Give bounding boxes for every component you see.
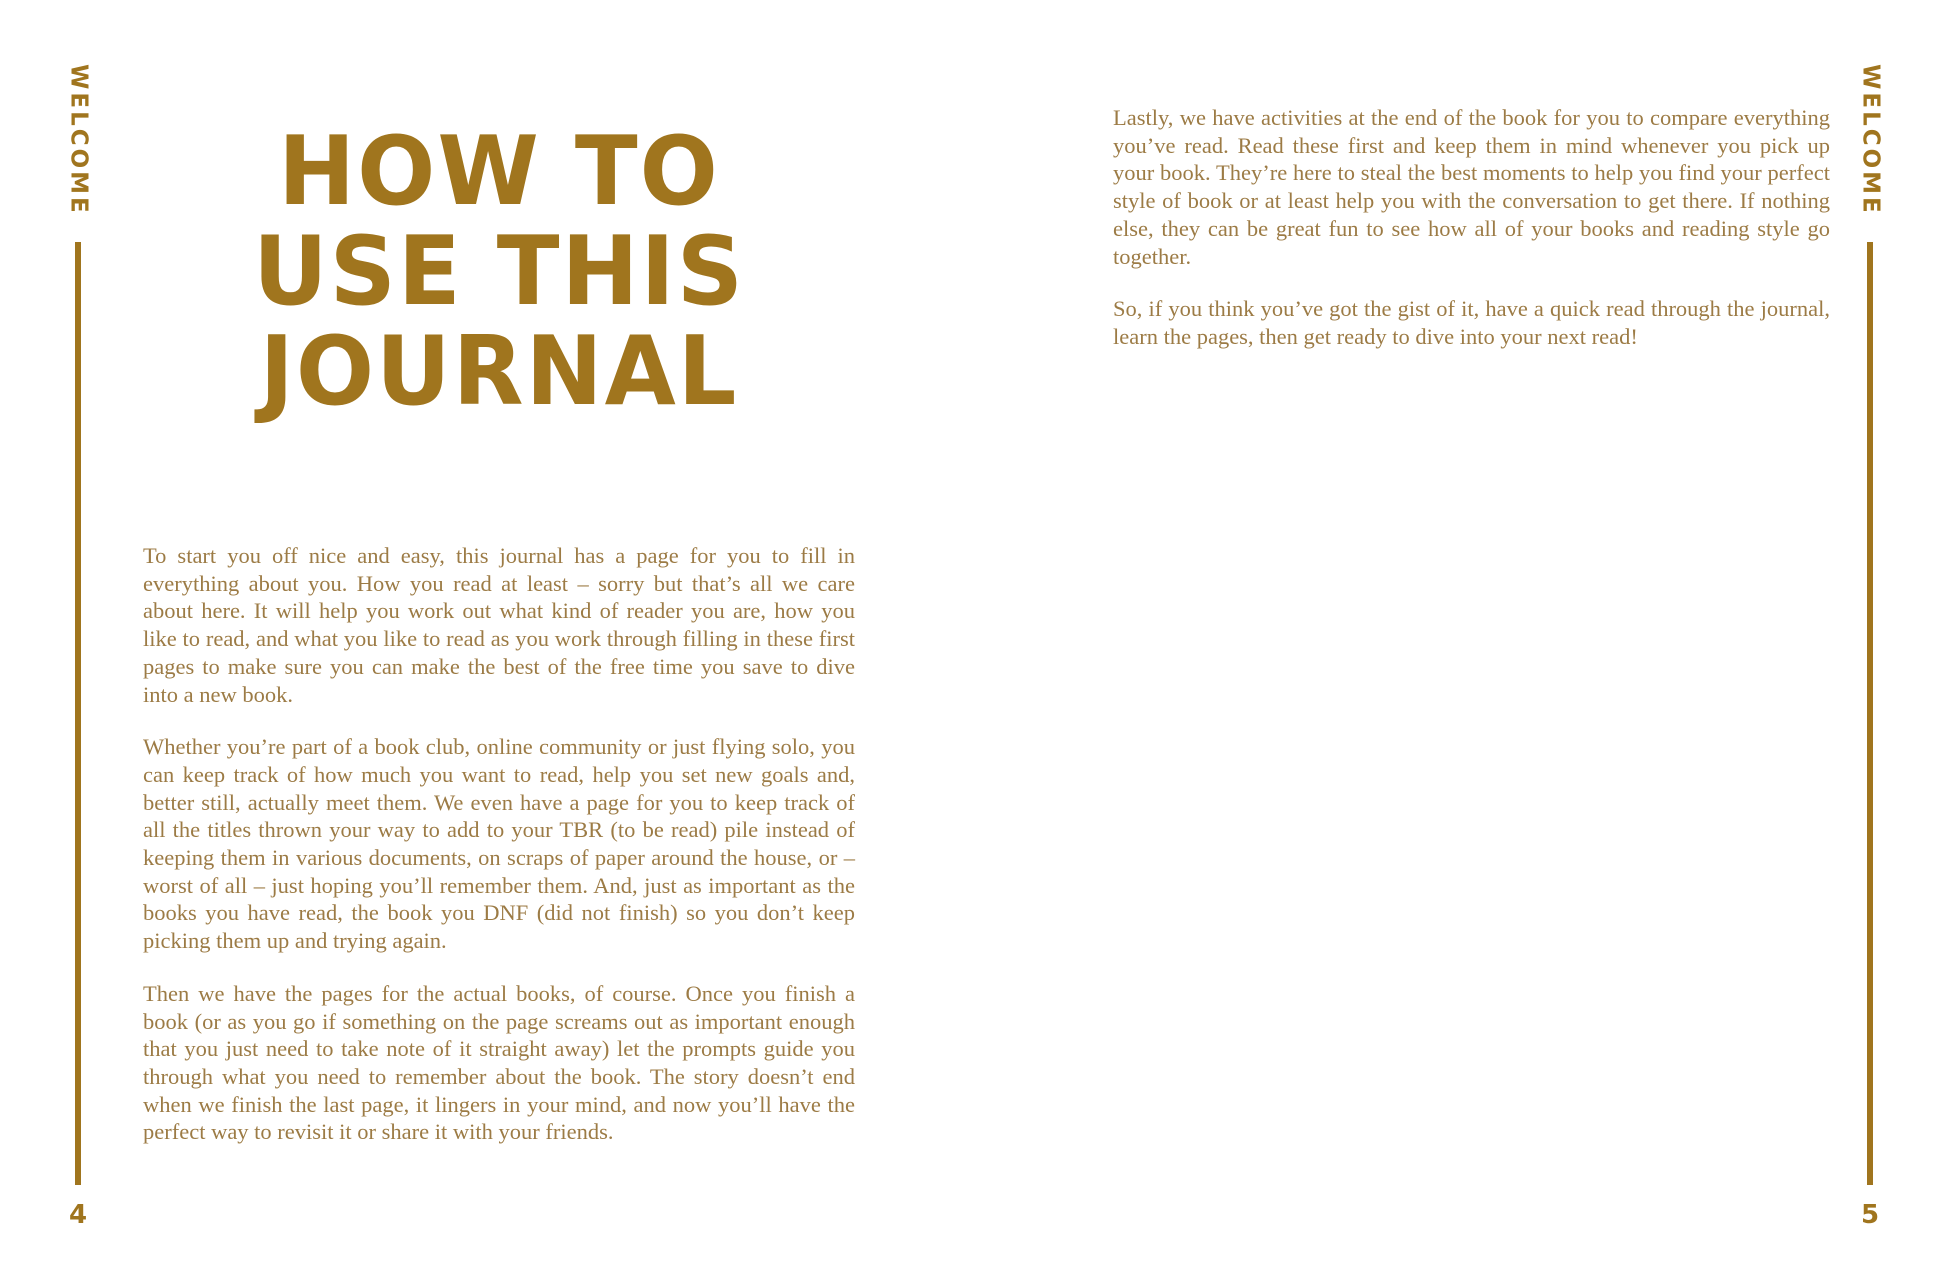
- right-page: [973, 0, 1946, 1272]
- left-welcome-vertical-label: WELCOME: [65, 64, 92, 216]
- left-page-number: 4: [68, 1200, 88, 1230]
- left-edge-rail: [60, 64, 96, 1228]
- right-paragraph-2: So, if you think you’ve got the gist of it, have a quick read through the journal, learn the pages, then get ready to dive into your next read!: [1113, 296, 1830, 349]
- left-paragraph-3: Then we have the pages for the actual books, of course. Once you finish a book (or as you go if something on the page screams out as important enough that you just need to take note of it straight away) let the prompts guide you through what you need to remember about the book. The story doesn’t end when we finish the last page, it lingers in your mind, and now you’ll have the perfect way to revisit it or share it with your friends.: [143, 980, 855, 1145]
- chapter-title-line-1: HOW TO: [278, 115, 720, 228]
- right-body-text: [1113, 104, 1830, 376]
- right-paragraph-1: Lastly, we have activities at the end of the book for you to compare everything you’ve read. Read these first and keep them in mind whenever you pick up your book. They’re here to steal the best moments to help you find your perfect style of book or at least help you with the conversation to get there. If nothing else, they can be great fun to see how all of your books and reading style go together.: [1113, 105, 1830, 269]
- chapter-title: [143, 115, 855, 427]
- right-page-number: 5: [1860, 1200, 1880, 1230]
- left-paragraph-2: Whether you’re part of a book club, online community or just flying solo, you can keep track of how much you want to read, help you set new goals and, better still, actually meet them. We even have a page for you to keep track of all the titles thrown your way to add to your TBR (to be read) pile instead of keeping them in various documents, on scraps of paper around the house, or – worst of all – just hoping you’ll remember them. And, just as important as the books you have read, the book you DNF (did not finish) so you don’t keep picking them up and trying again.: [143, 734, 855, 954]
- chapter-title-line-2: USE THIS: [252, 215, 746, 327]
- right-vertical-rule: [1867, 242, 1873, 1185]
- right-welcome-vertical-label: WELCOME: [1857, 64, 1884, 216]
- left-body-text: [143, 542, 855, 1171]
- chapter-title-line-3: JOURNAL: [259, 315, 739, 427]
- right-edge-rail: [1852, 64, 1888, 1228]
- left-paragraph-1: To start you off nice and easy, this journal has a page for you to fill in everything about you. How you read at least – sorry but that’s all we care about here. It will help you work out what kind of reader you are, how you like to read, and what you like to read as you work through filling in these first pages to make sure you can make the best of the free time you save to dive into a new book.: [143, 543, 855, 707]
- left-vertical-rule: [75, 242, 81, 1185]
